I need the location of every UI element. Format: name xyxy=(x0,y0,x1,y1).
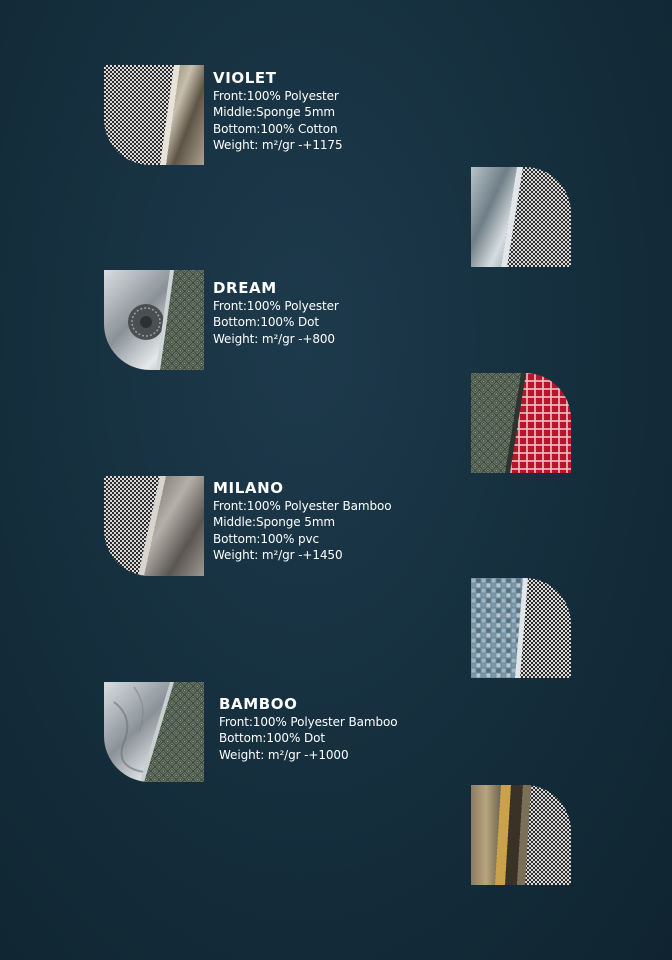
product-spec: Weight: m²/gr -+1450 xyxy=(213,547,343,562)
product-name: MILANO xyxy=(213,479,284,497)
product-spec: Weight: m²/gr -+1000 xyxy=(219,747,349,762)
marble-houndstooth-swatch-icon xyxy=(471,167,571,267)
product-info-bamboo xyxy=(219,695,397,763)
product-spec: Bottom:100% Cotton xyxy=(213,121,338,136)
product-spec: Front:100% Polyester xyxy=(213,89,339,103)
product-spec: Weight: m²/gr -+800 xyxy=(213,331,335,346)
drain-dot-swatch-icon xyxy=(104,270,204,370)
product-spec: Weight: m²/gr -+1175 xyxy=(213,137,343,152)
product-info-dream xyxy=(213,279,339,347)
product-spec: Bottom:100% Dot xyxy=(213,315,319,330)
dot-red-tile-swatch-icon xyxy=(471,373,571,473)
product-spec: Bottom:100% pvc xyxy=(213,531,319,546)
product-spec: Front:100% Polyester Bamboo xyxy=(219,715,398,729)
product-name: DREAM xyxy=(213,279,277,297)
product-name: BAMBOO xyxy=(219,695,298,713)
houndstooth-marble-swatch-icon xyxy=(104,65,204,165)
mosaic-houndstooth-swatch-icon xyxy=(471,578,571,678)
product-name: VIOLET xyxy=(213,69,277,87)
product-spec: Bottom:100% Dot xyxy=(219,731,325,746)
product-info-milano xyxy=(213,479,391,563)
houndstooth-marble-swatch-icon xyxy=(104,476,204,576)
product-spec: Middle:Sponge 5mm xyxy=(213,105,335,120)
product-spec: Middle:Sponge 5mm xyxy=(213,515,335,530)
product-info-violet xyxy=(213,69,343,153)
chenille-houndstooth-swatch-icon xyxy=(471,785,571,885)
marble-dot-swatch-icon xyxy=(104,682,204,782)
product-spec: Front:100% Polyester Bamboo xyxy=(213,499,392,513)
product-spec: Front:100% Polyester xyxy=(213,299,339,313)
